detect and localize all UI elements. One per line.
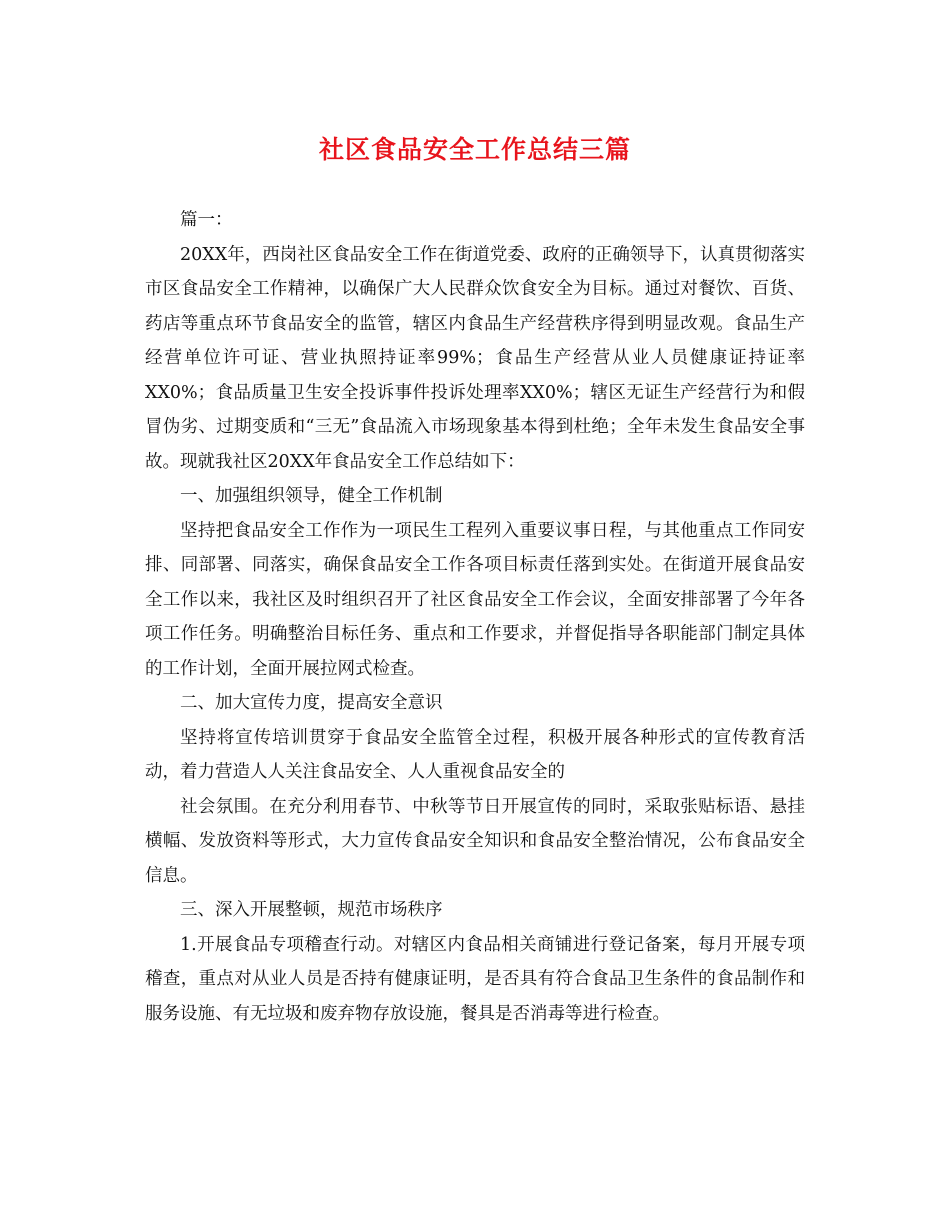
heading-one: 一、加强组织领导，健全工作机制 (180, 486, 443, 506)
document-title: 社区食品安全工作总结三篇 (318, 135, 631, 164)
intro-paragraph: 20XX年，西岗社区食品安全工作在街道党委、政府的正确领导下，认真贯彻落实市区食品安全工作精神，以确保广大人民群众饮食安全为目标。通过对餐饮、百货、药店等重点环节食品安全的监管，辖区内食品生产经营秩序得到明显改观。食品生产经营单位许可证、营业执照持证率99%；食品生产经营从业人员健康证持证率XX0%；食品质量卫生安全投诉事件投诉处理率XX0%；辖区无证生产经营行为和假冒伪劣、过期变质和“三无”食品流入市场现象基本得到杜绝；全年未发生食品安全事故。现就我社区20XX年食品安全工作总结如下： (145, 244, 805, 472)
section-label: 篇一： (180, 210, 233, 230)
heading-two: 二、加大宣传力度，提高安全意识 (180, 693, 443, 713)
paragraph-publicity: 坚持将宣传培训贯穿于食品安全监管全过程，积极开展各种形式的宣传教育活动，着力营造人人关注食品安全、人人重视食品安全的 (145, 727, 805, 782)
paragraph-organization: 坚持把食品安全工作作为一项民生工程列入重要议事日程，与其他重点工作同安排、同部署、同落实，确保食品安全工作各项目标责任落到实处。在街道开展食品安全工作以来，我社区及时组织召开了社区食品安全工作会议，全面安排部署了今年各项工作任务。明确整治目标任务、重点和工作要求，并督促指导各职能部门制定具体的工作计划，全面开展拉网式检查。 (145, 520, 805, 679)
heading-three: 三、深入开展整顿，规范市场秩序 (180, 900, 443, 920)
paragraph-inspection: 1.开展食品专项稽查行动。对辖区内食品相关商铺进行登记备案，每月开展专项稽查，重点对从业人员是否持有健康证明，是否具有符合食品卫生条件的食品制作和服务设施、有无垃圾和废弃物存放设施，餐具是否消毒等进行检查。 (145, 934, 805, 1024)
paragraph-publicity-continued: 社会氛围。在充分利用春节、中秋等节日开展宣传的同时，采取张贴标语、悬挂横幅、发放资料等形式，大力宣传食品安全知识和食品安全整治情况，公布食品安全信息。 (145, 796, 805, 886)
document-body (145, 203, 805, 1031)
